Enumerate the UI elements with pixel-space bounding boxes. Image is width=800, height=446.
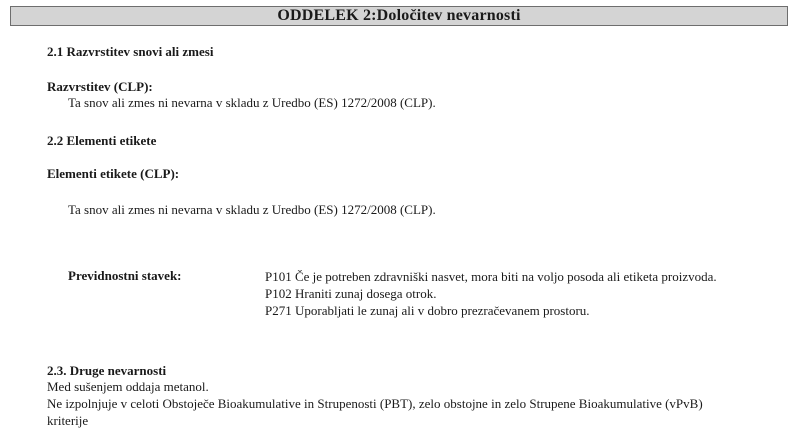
precautionary-statement: P101 Če je potreben zdravniški nasvet, mora biti na voljo posoda ali etiketa proizvoda. [265, 269, 717, 284]
section-title: ODDELEK 2:Določitev nevarnosti [277, 7, 521, 24]
other-hazards-line-3: kriterije [47, 413, 89, 428]
classification-clp-heading: Razvrstitev (CLP): [47, 79, 153, 94]
precautionary-statements [265, 268, 717, 319]
section-2-2-heading: 2.2 Elementi etikete [47, 133, 157, 148]
other-hazards-line-2: Ne izpolnjuje v celoti Obstoječe Bioakumulative in Strupenosti (PBT), zelo obstojne in zelo Strupene Bioakumulative (vPvB) [47, 396, 703, 411]
precautionary-statement: P271 Uporabljati le zunaj ali v dobro prezračevanem prostoru. [265, 303, 590, 318]
precautionary-statement: P102 Hraniti zunaj dosega otrok. [265, 286, 437, 301]
label-elements-text: Ta snov ali zmes ni nevarna v skladu z Uredbo (ES) 1272/2008 (CLP). [68, 202, 436, 217]
other-hazards-line-1: Med sušenjem oddaja metanol. [47, 379, 209, 394]
precautionary-label: Previdnostni stavek: [68, 268, 182, 283]
section-2-1-heading: 2.1 Razvrstitev snovi ali zmesi [47, 44, 214, 59]
classification-text: Ta snov ali zmes ni nevarna v skladu z Uredbo (ES) 1272/2008 (CLP). [68, 95, 436, 110]
label-elements-clp-heading: Elementi etikete (CLP): [47, 166, 180, 181]
section-header [10, 6, 788, 26]
section-2-3-heading: 2.3. Druge nevarnosti [47, 363, 167, 378]
